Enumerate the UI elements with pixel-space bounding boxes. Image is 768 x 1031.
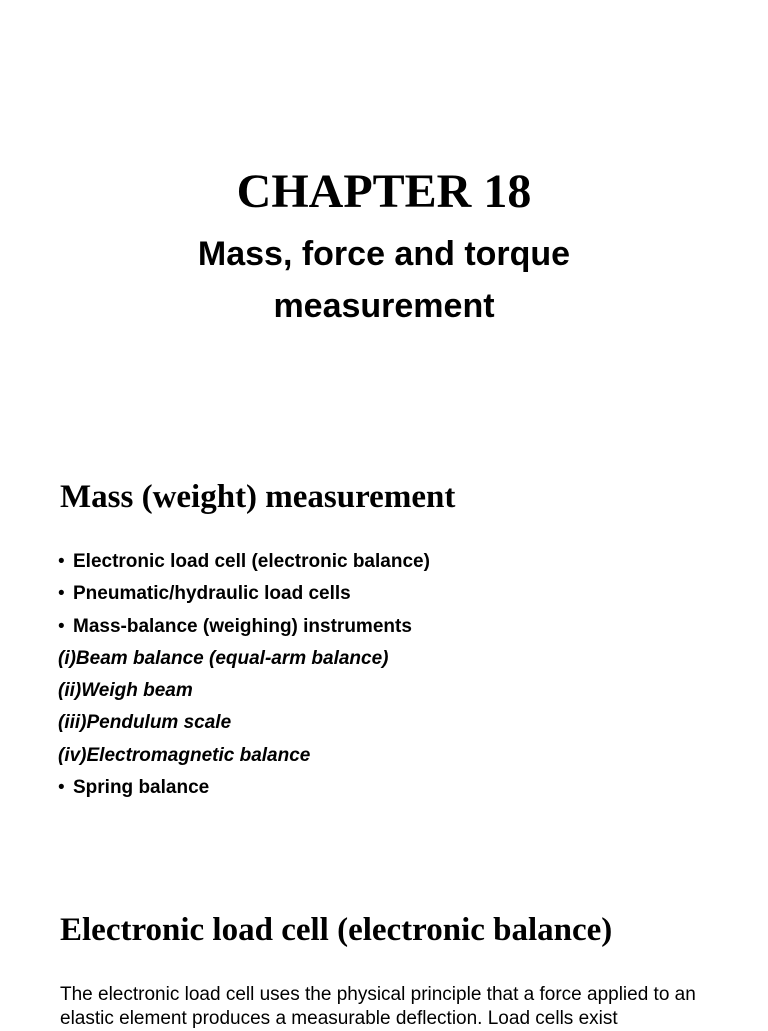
mass-measurement-heading: Mass (weight) measurement <box>60 479 456 515</box>
list-subitem-beam-balance: (i)Beam balance (equal-arm balance) <box>58 647 389 669</box>
chapter-title: CHAPTER 18 <box>236 165 532 218</box>
chapter-subtitle-line-2: measurement <box>273 287 495 325</box>
list-subitem-pendulum-scale: (iii)Pendulum scale <box>58 712 232 734</box>
chapter-subtitle-line-1: Mass, force and torque <box>197 235 571 273</box>
list-subitem-weigh-beam: (ii)Weigh beam <box>58 680 193 702</box>
list-item-load-cell: • Electronic load cell (electronic balance) <box>58 546 430 578</box>
list-item-spring-balance: • Spring balance <box>58 772 430 804</box>
list-subitem-electromagnetic-balance: (iv)Electromagnetic balance <box>58 744 311 766</box>
load-cell-heading: Electronic load cell (electronic balance) <box>60 912 613 948</box>
chapter-subtitle <box>0 228 768 332</box>
list-item-mass-balance: • Mass-balance (weighing) instruments <box>58 611 430 643</box>
list-item-pneumatic-hydraulic: • Pneumatic/hydraulic load cells <box>58 578 430 610</box>
mass-measurement-list <box>58 546 430 804</box>
load-cell-paragraph: The electronic load cell uses the physical principle that a force applied to an elastic element produces a measurable deflection. Load cells exist <box>60 984 696 1029</box>
